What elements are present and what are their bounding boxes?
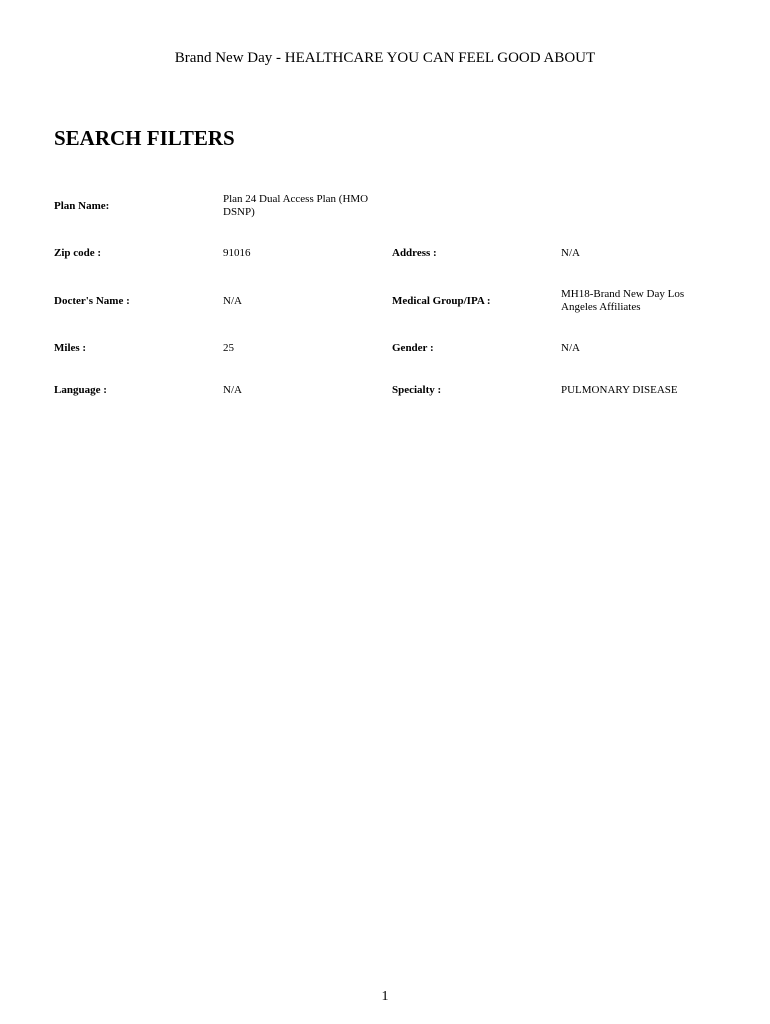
doctor-name-value: N/A xyxy=(223,294,242,307)
zip-code-label: Zip code : xyxy=(54,246,102,259)
filter-row-miles xyxy=(54,328,734,368)
medical-group-value: MH18-Brand New Day Los Angeles Affiliates xyxy=(561,288,685,313)
language-value: N/A xyxy=(223,383,242,396)
page-number: 1 xyxy=(381,989,389,1004)
plan-name-value: Plan 24 Dual Access Plan (HMO DSNP) xyxy=(223,193,369,218)
filter-row-language xyxy=(54,370,734,410)
filter-row-doctor xyxy=(54,281,734,321)
miles-value: 25 xyxy=(223,341,234,354)
specialty-value: PULMONARY DISEASE xyxy=(561,383,678,396)
page-header: Brand New Day - HEALTHCARE YOU CAN FEEL GOOD ABOUT xyxy=(174,50,596,66)
specialty-label: Specialty : xyxy=(392,383,442,396)
zip-code-value: 91016 xyxy=(223,246,251,259)
address-value: N/A xyxy=(561,246,580,259)
address-label: Address : xyxy=(392,246,437,259)
gender-label: Gender : xyxy=(392,341,434,354)
filter-row-zip xyxy=(54,233,734,273)
doctor-name-label: Docter's Name : xyxy=(54,294,130,307)
language-label: Language : xyxy=(54,383,107,396)
filter-row-plan xyxy=(54,186,734,226)
gender-value: N/A xyxy=(561,341,580,354)
section-title: SEARCH FILTERS xyxy=(54,126,235,150)
medical-group-label: Medical Group/IPA : xyxy=(392,294,491,307)
miles-label: Miles : xyxy=(54,341,87,354)
plan-name-label: Plan Name: xyxy=(54,199,110,212)
